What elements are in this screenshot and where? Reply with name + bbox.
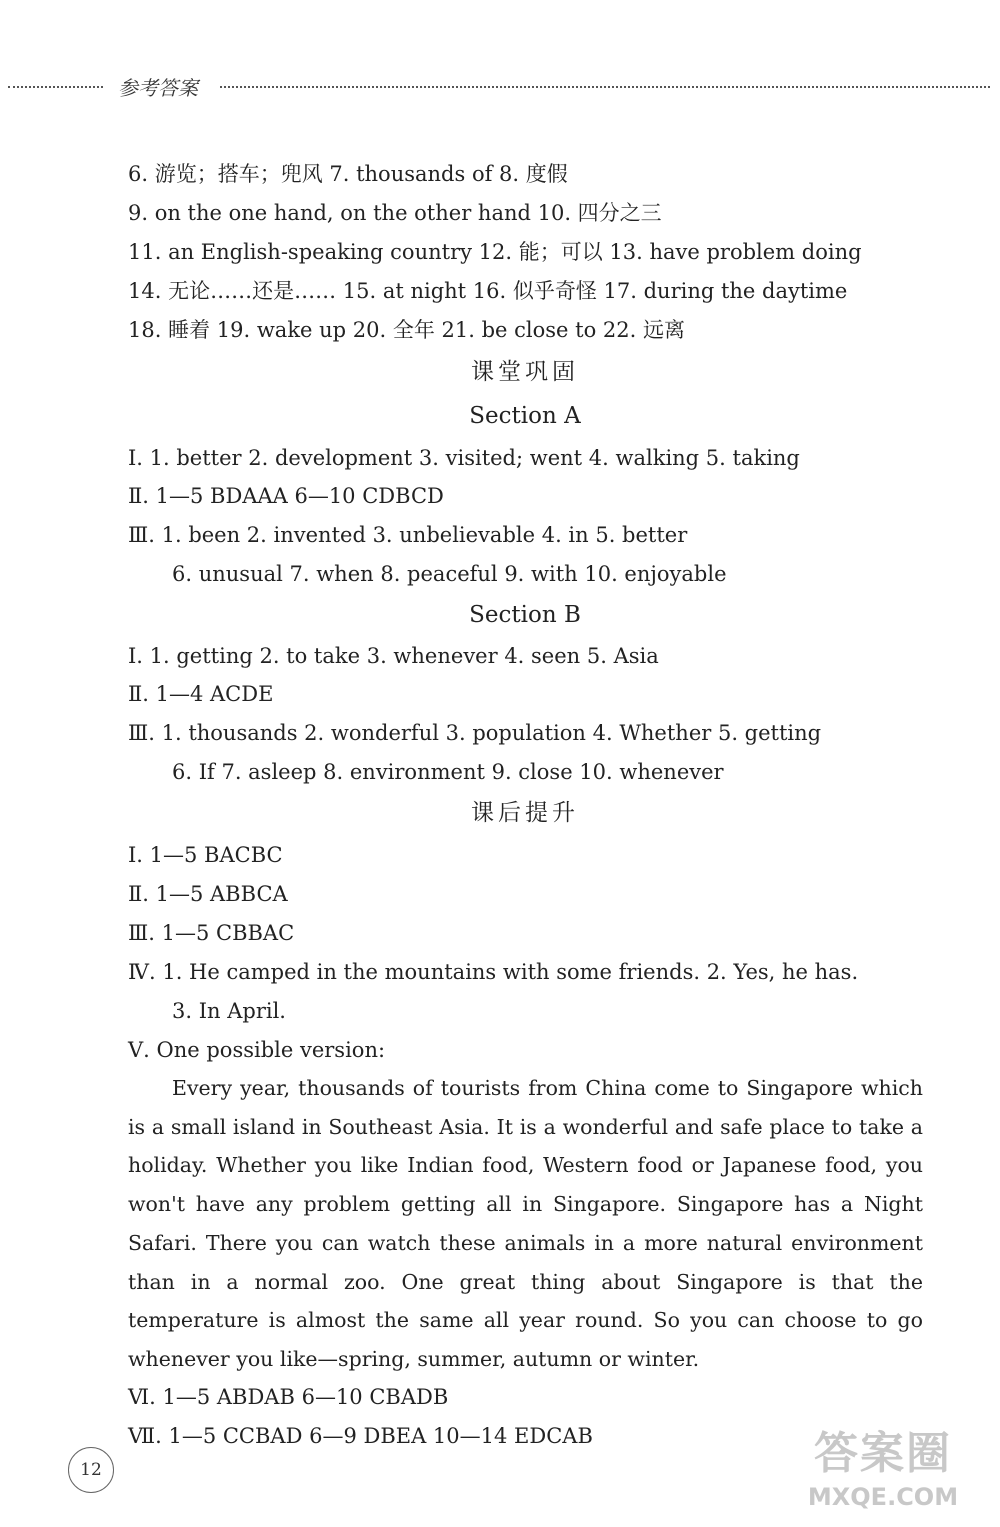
header-dotted-rule-right [220, 86, 990, 88]
answer-line-11-13: 11. an English-speaking country 12. 能；可以 13. have problem doing [128, 240, 862, 264]
header-dotted-rule-left [8, 86, 103, 88]
section-b-part-3-cont: 6. If 7. asleep 8. environment 9. close 10. whenever [172, 760, 724, 784]
answer-line-9-10: 9. on the one hand, on the other hand 10. 四分之三 [128, 201, 662, 225]
after-part-2: Ⅱ. 1—5 ABBCA [128, 882, 288, 906]
after-part-4: Ⅳ. 1. He camped in the mountains with some friends. 2. Yes, he has. [128, 960, 859, 984]
after-part-3: Ⅲ. 1—5 CBBAC [128, 921, 295, 945]
answer-line-14-17: 14. 无论……还是…… 15. at night 16. 似乎奇怪 17. during the daytime [128, 279, 848, 303]
section-b-part-1: Ⅰ. 1. getting 2. to take 3. whenever 4. seen 5. Asia [128, 644, 659, 668]
after-part-5-label: Ⅴ. One possible version: [128, 1038, 386, 1062]
section-a-part-2: Ⅱ. 1—5 BDAAA 6—10 CDBCD [128, 484, 444, 508]
watermark-top: 答案圈 [814, 1428, 952, 1479]
after-part-6: Ⅵ. 1—5 ABDAB 6—10 CBADB [128, 1385, 449, 1409]
after-part-4-cont: 3. In April. [172, 999, 286, 1023]
section-b-title: Section B [469, 602, 581, 628]
sample-essay: Every year, thousands of tourists from China come to Singapore which is a small island in Southeast Asia. It is a wonderful and safe place to take a holiday. Whether you like Indian food, Western food or Japanese food, you won't have any problem getting all in Singapore. Singapore has a Night Safari. There you can watch these animals in a more natural environment than in a normal zoo. One great thing about Singapore is that the temperature is almost the same all year round. So you can choose to go whenever you like—spring, summer, autumn or winter. [128, 1076, 923, 1371]
answer-line-18-22: 18. 睡着 19. wake up 20. 全年 21. be close to 22. 远离 [128, 318, 685, 342]
header-title: 参考答案 [118, 76, 198, 100]
section-b-part-2: Ⅱ. 1—4 ACDE [128, 682, 274, 706]
section-a-part-3: Ⅲ. 1. been 2. invented 3. unbelievable 4. in 5. better [128, 523, 688, 547]
page-header [0, 70, 1000, 106]
section-a-part-1: Ⅰ. 1. better 2. development 3. visited; went 4. walking 5. taking [128, 446, 800, 470]
watermark-bottom: MXQE.COM [807, 1483, 959, 1511]
section-a-title: Section A [469, 403, 581, 429]
section-title-class: 课堂巩固 [471, 359, 579, 385]
section-title-after: 课后提升 [471, 800, 579, 826]
section-a-part-3-cont: 6. unusual 7. when 8. peaceful 9. with 10. enjoyable [172, 562, 727, 586]
watermark-logo [778, 1426, 988, 1521]
answer-line-6-8: 6. 游览；搭车；兜风 7. thousands of 8. 度假 [128, 162, 568, 186]
page-number: 12 [68, 1447, 114, 1493]
after-part-1: Ⅰ. 1—5 BACBC [128, 843, 283, 867]
after-part-7: Ⅶ. 1—5 CCBAD 6—9 DBEA 10—14 EDCAB [128, 1424, 593, 1448]
section-b-part-3: Ⅲ. 1. thousands 2. wonderful 3. population 4. Whether 5. getting [128, 721, 822, 745]
